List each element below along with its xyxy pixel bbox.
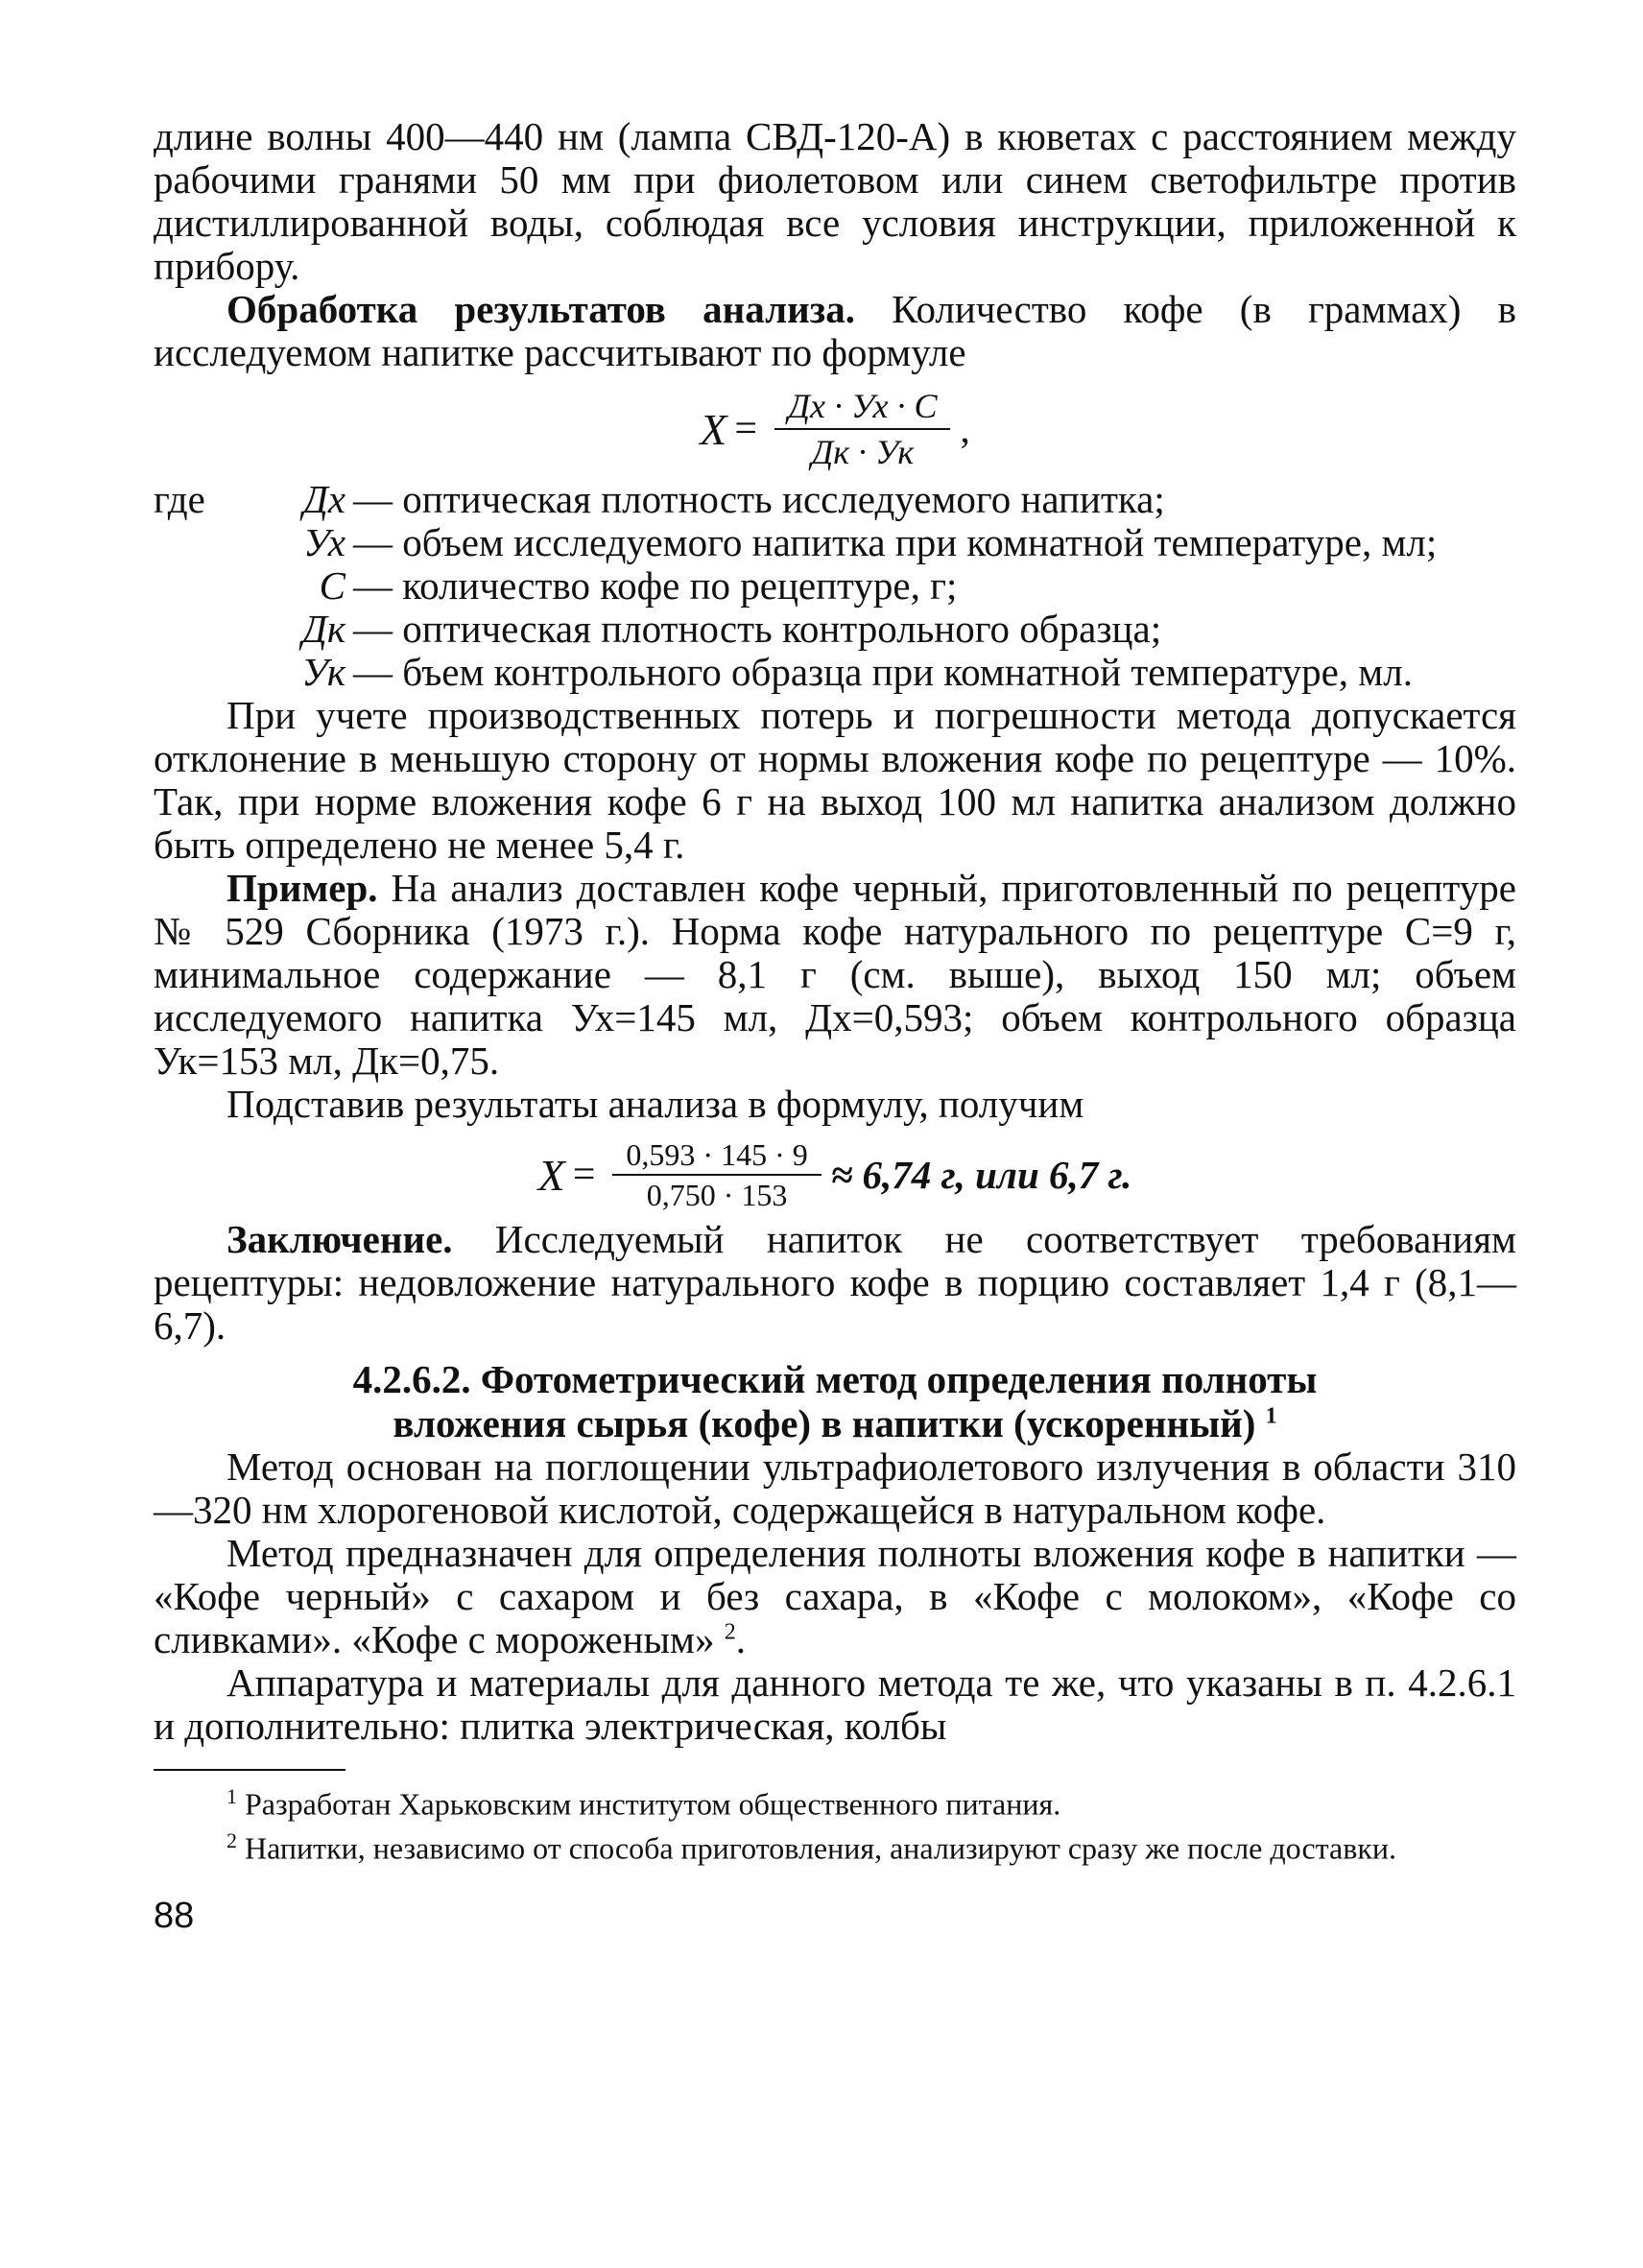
section-lead-processing: Обработка результатов анализа. [226,287,855,331]
heading-line-2: вложения сырья (кофе) в напитки (ускоренный) [393,1401,1256,1445]
paragraph-example [154,867,1516,1083]
paragraph-5: Подставив результаты анализа в формулу, получим [226,1082,1084,1126]
paragraph-8-footnote-mark: 2 [724,1619,736,1645]
definition-symbol: Дх [302,477,345,521]
formula-denominator: Дк · Ук [811,433,915,471]
definitions-list [154,478,1516,694]
formula-numerator: Дх · Ух · С [774,386,950,430]
calc-result: ≈ 6,74 г, или 6,7 г. [830,1152,1132,1197]
formula-eq: = [734,406,758,451]
definition-symbol: Ух [303,520,345,564]
footnote-2 [154,1823,1516,1867]
definition-text: — количество кофе по рецептуре, г; [353,563,958,608]
footnote-1-mark: 1 [226,1784,237,1808]
calc-denominator: 0,750 · 153 [646,1178,788,1212]
page-number: 88 [154,1896,195,1937]
footnote-1-text: Разработан Харьковским институтом общественного питания. [245,1786,1061,1822]
paragraph-3: При учете производственных потерь и погрешности метода допускается отклонение в меньшую сторону от нормы вложения кофе по рецептуре — 10%. Так, при норме вложения кофе 6 г на выход 100 мл напитка анализом должно быть определено не менее 5,4 г. [154,693,1516,867]
footnote-2-text: Напитки, независимо от способа приготовления, анализируют сразу же после доставки. [245,1830,1397,1866]
paragraph-8-text: Метод предназначен для определения полноты вложения кофе в напитки — «Кофе черный» с сахаром и без сахара, в «Кофе с молоком», «Кофе со сливками». «Кофе с мороженым» [154,1531,1516,1661]
definition-symbol: Дк [301,607,345,651]
formula-main [154,386,1516,472]
footnote-1 [154,1779,1516,1823]
paragraph-8-end: . [735,1617,746,1661]
calc-numerator: 0,593 · 145 · 9 [612,1137,821,1176]
definition-item [154,651,1516,694]
definitions-prefix: где [154,477,205,521]
formula-fraction [774,386,950,472]
paragraph-conclusion-text: Исследуемый напиток не соответствует требованиям рецептуры: недовложение натурального кофе в порцию составляет 1,4 г (8,1—6,7). [154,1217,1516,1348]
paragraph-1: длине волны 400—440 нм (лампа СВД-120-А) в кюветах с расстоянием между рабочими гранями 50 мм при фиолетовом или синем светофильтре против дистиллированной воды, соблюдая все условия инструкции, приложенной к прибору. [154,114,1516,288]
paragraph-8 [154,1532,1516,1661]
paragraph-conclusion [154,1218,1516,1348]
definition-text: — оптическая плотность исследуемого напитка; [353,477,1165,521]
paragraph-example-text: На анализ доставлен кофе черный, приготовленный по рецептуре № 529 Сборника (1973 г.). Норма кофе натурального по рецептуре С=9 г, минимальное содержание — 8,1 г (см. выше), выход 150 мл; объем исследуемого напитка Ух=145 мл, Дх=0,593; объем контрольного образца Ук=153 мл, Дк=0,75. [154,866,1516,1083]
paragraph-7: Метод основан на поглощении ультрафиолетового излучения в области 310—320 нм хлорогеновой кислотой, содержащейся в натуральном кофе. [154,1444,1516,1532]
formula-calculation [154,1137,1516,1212]
section-lead-conclusion: Заключение. [226,1217,453,1261]
definition-symbol: С [319,563,345,608]
section-lead-example: Пример. [226,866,378,910]
calc-eq: = [572,1152,596,1197]
definition-item [154,564,1516,608]
footnote-2-mark: 2 [226,1827,237,1852]
section-heading [154,1357,1516,1445]
definition-item [154,478,1516,521]
heading-footnote-mark: 1 [1265,1403,1277,1429]
paragraph-9: Аппаратура и материалы для данного метода те же, что указаны в п. 4.2.6.1 и дополнительно: плитка электрическая, колбы [154,1660,1516,1748]
calc-lhs: X [537,1150,565,1200]
formula-tail: , [960,406,970,451]
definition-item [154,608,1516,651]
calc-fraction [612,1137,821,1212]
paragraph-2 [154,288,1516,374]
definition-item [154,521,1516,564]
formula-lhs: X [700,404,727,454]
definition-text: — объем исследуемого напитка при комнатной температуре, мл; [353,520,1438,564]
page-content [154,115,1516,1938]
definition-text: — бъем контрольного образца при комнатной температуре, мл. [353,650,1413,694]
heading-line-1: 4.2.6.2. Фотометрический метод определения полноты [352,1357,1318,1401]
definition-text: — оптическая плотность контрольного образца; [353,607,1162,651]
definition-symbol: Ук [301,650,345,694]
footnote-divider [154,1769,345,1771]
paragraph-2-text: Количество кофе (в граммах) в исследуемом напитке рассчитывают по формуле [154,287,1516,374]
